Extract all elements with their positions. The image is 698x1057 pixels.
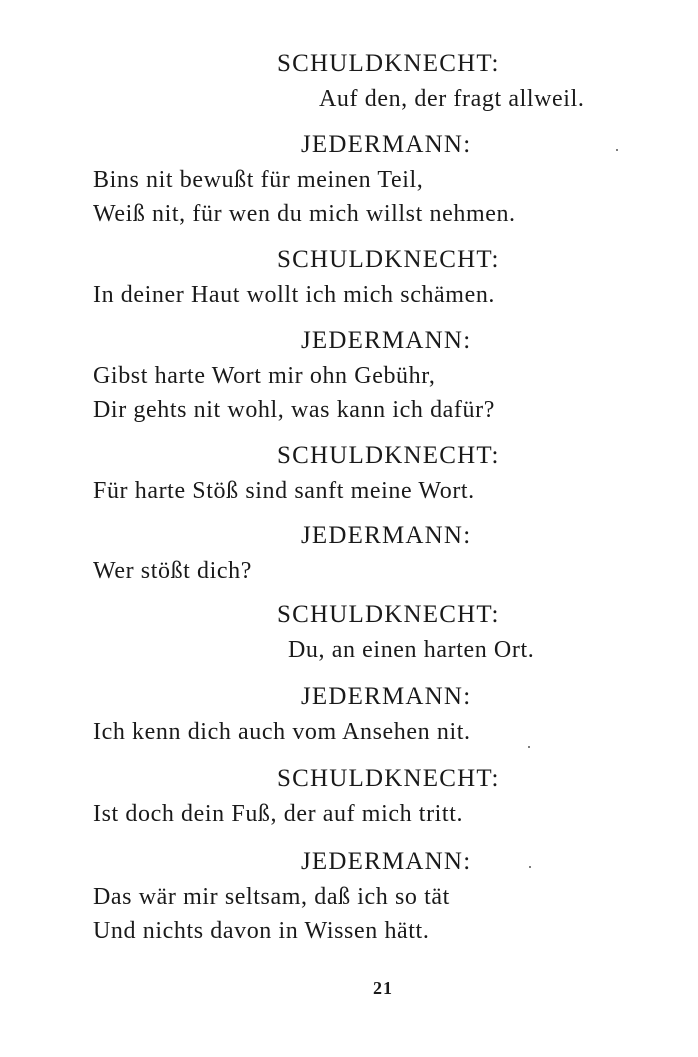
speaker-heading: JEDERMANN: bbox=[301, 327, 472, 354]
scan-speck bbox=[616, 149, 618, 151]
speaker-heading: JEDERMANN: bbox=[301, 522, 472, 549]
verse-line: Bins nit bewußt für meinen Teil, bbox=[93, 167, 424, 193]
verse-line: Wer stößt dich? bbox=[93, 558, 253, 584]
verse-line: Du, an einen harten Ort. bbox=[288, 637, 535, 663]
verse-line: Auf den, der fragt allweil. bbox=[319, 86, 585, 112]
speaker-heading: SCHULDKNECHT: bbox=[277, 50, 500, 77]
scan-speck bbox=[528, 746, 530, 748]
verse-line: In deiner Haut wollt ich mich schämen. bbox=[93, 282, 496, 308]
verse-line: Ist doch dein Fuß, der auf mich tritt. bbox=[93, 801, 464, 827]
speaker-heading: JEDERMANN: bbox=[301, 683, 472, 710]
page-number: 21 bbox=[373, 978, 393, 998]
speaker-heading: SCHULDKNECHT: bbox=[277, 765, 500, 792]
verse-line: Ich kenn dich auch vom Ansehen nit. bbox=[93, 719, 471, 745]
verse-line: Und nichts davon in Wissen hätt. bbox=[93, 918, 430, 944]
verse-line: Dir gehts nit wohl, was kann ich dafür? bbox=[93, 397, 495, 423]
speaker-heading: SCHULDKNECHT: bbox=[277, 601, 500, 628]
verse-line: Das wär mir seltsam, daß ich so tät bbox=[93, 884, 450, 910]
verse-line: Für harte Stöß sind sanft meine Wort. bbox=[93, 478, 475, 504]
speaker-heading: SCHULDKNECHT: bbox=[277, 246, 500, 273]
verse-line: Gibst harte Wort mir ohn Gebühr, bbox=[93, 363, 436, 389]
speaker-heading: JEDERMANN: bbox=[301, 848, 472, 875]
speaker-heading: JEDERMANN: bbox=[301, 131, 472, 158]
speaker-heading: SCHULDKNECHT: bbox=[277, 442, 500, 469]
verse-line: Weiß nit, für wen du mich willst nehmen. bbox=[93, 201, 516, 227]
scan-speck bbox=[529, 866, 531, 868]
